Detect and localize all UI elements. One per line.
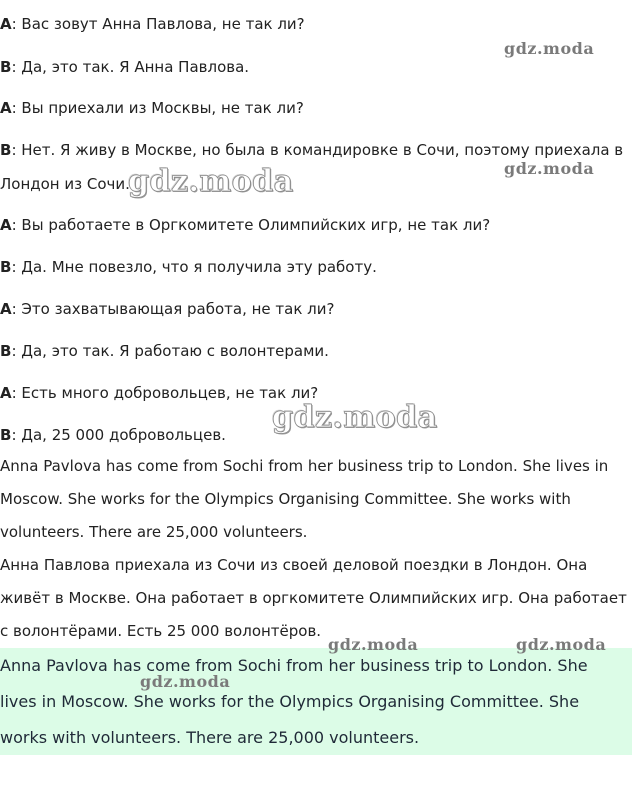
dialogue-text: : Нет. Я живу в Москве, но была в командировке в Сочи, поэтому приехала в [11,141,624,159]
watermark: gdz.moda [272,400,438,435]
dialogue-text: : Вы работаете в Оргкомитете Олимпийских игр, не так ли? [11,216,491,234]
speaker-label: В [0,426,12,444]
dialogue-line [0,57,249,77]
dialogue-line [0,299,334,319]
dialogue-line [0,140,623,160]
watermark: gdz.moda [140,672,231,691]
dialogue-text: : Вас зовут Анна Павлова, не так ли? [11,15,305,33]
dialogue-line [0,257,377,277]
dialogue-line [0,215,490,235]
speaker-label: А [0,99,12,117]
speaker-label: В [0,58,12,76]
dialogue-text: : Да, это так. Я Анна Павлова. [11,58,250,76]
watermark: gdz.moda [504,159,595,178]
dialogue-text: : Да, 25 000 добровольцев. [11,426,226,444]
watermark: gdz.moda [128,164,294,199]
dialogue-text: : Это захватывающая работа, не так ли? [11,300,335,318]
watermark: gdz.moda [516,635,607,654]
speaker-label: А [0,300,12,318]
dialogue-line [0,425,226,445]
answer-english: Anna Pavlova has come from Sochi from her business trip to London. She lives in Moscow. She works for the Olympics Organising Committee. She works with volunteers. There are 25,000 volunteers. [0,656,588,747]
dialogue-line [0,14,305,34]
dialogue-text: : Есть много добровольцев, не так ли? [11,384,319,402]
speaker-label: В [0,141,12,159]
speaker-label: А [0,216,12,234]
watermark: gdz.moda [328,635,419,654]
speaker-label: А [0,384,12,402]
dialogue-line [0,341,329,361]
summary-russian: Анна Павлова приехала из Сочи из своей деловой поездки в Лондон. Она живёт в Москве. Она работает в оргкомитете Олимпийских игр. Она работает с волонтёрами. Есть 25 000 волонтёров. [0,556,627,640]
dialogue-text: : Вы приехали из Москвы, не так ли? [11,99,304,117]
dialogue-text: : Да. Мне повезло, что я получила эту работу. [11,258,377,276]
speaker-label: В [0,342,12,360]
speaker-label: А [0,15,12,33]
dialogue-line [0,383,318,403]
watermark: gdz.moda [504,39,595,58]
dialogue-line-continuation [0,174,130,194]
dialogue-line [0,98,304,118]
dialogue-text: Лондон из Сочи. [0,175,130,193]
dialogue-text: : Да, это так. Я работаю с волонтерами. [11,342,329,360]
summary-english: Anna Pavlova has come from Sochi from her business trip to London. She lives in Moscow. She works for the Olympics Organising Committee. She works with volunteers. There are 25,000 volunteers. [0,457,609,541]
speaker-label: В [0,258,12,276]
